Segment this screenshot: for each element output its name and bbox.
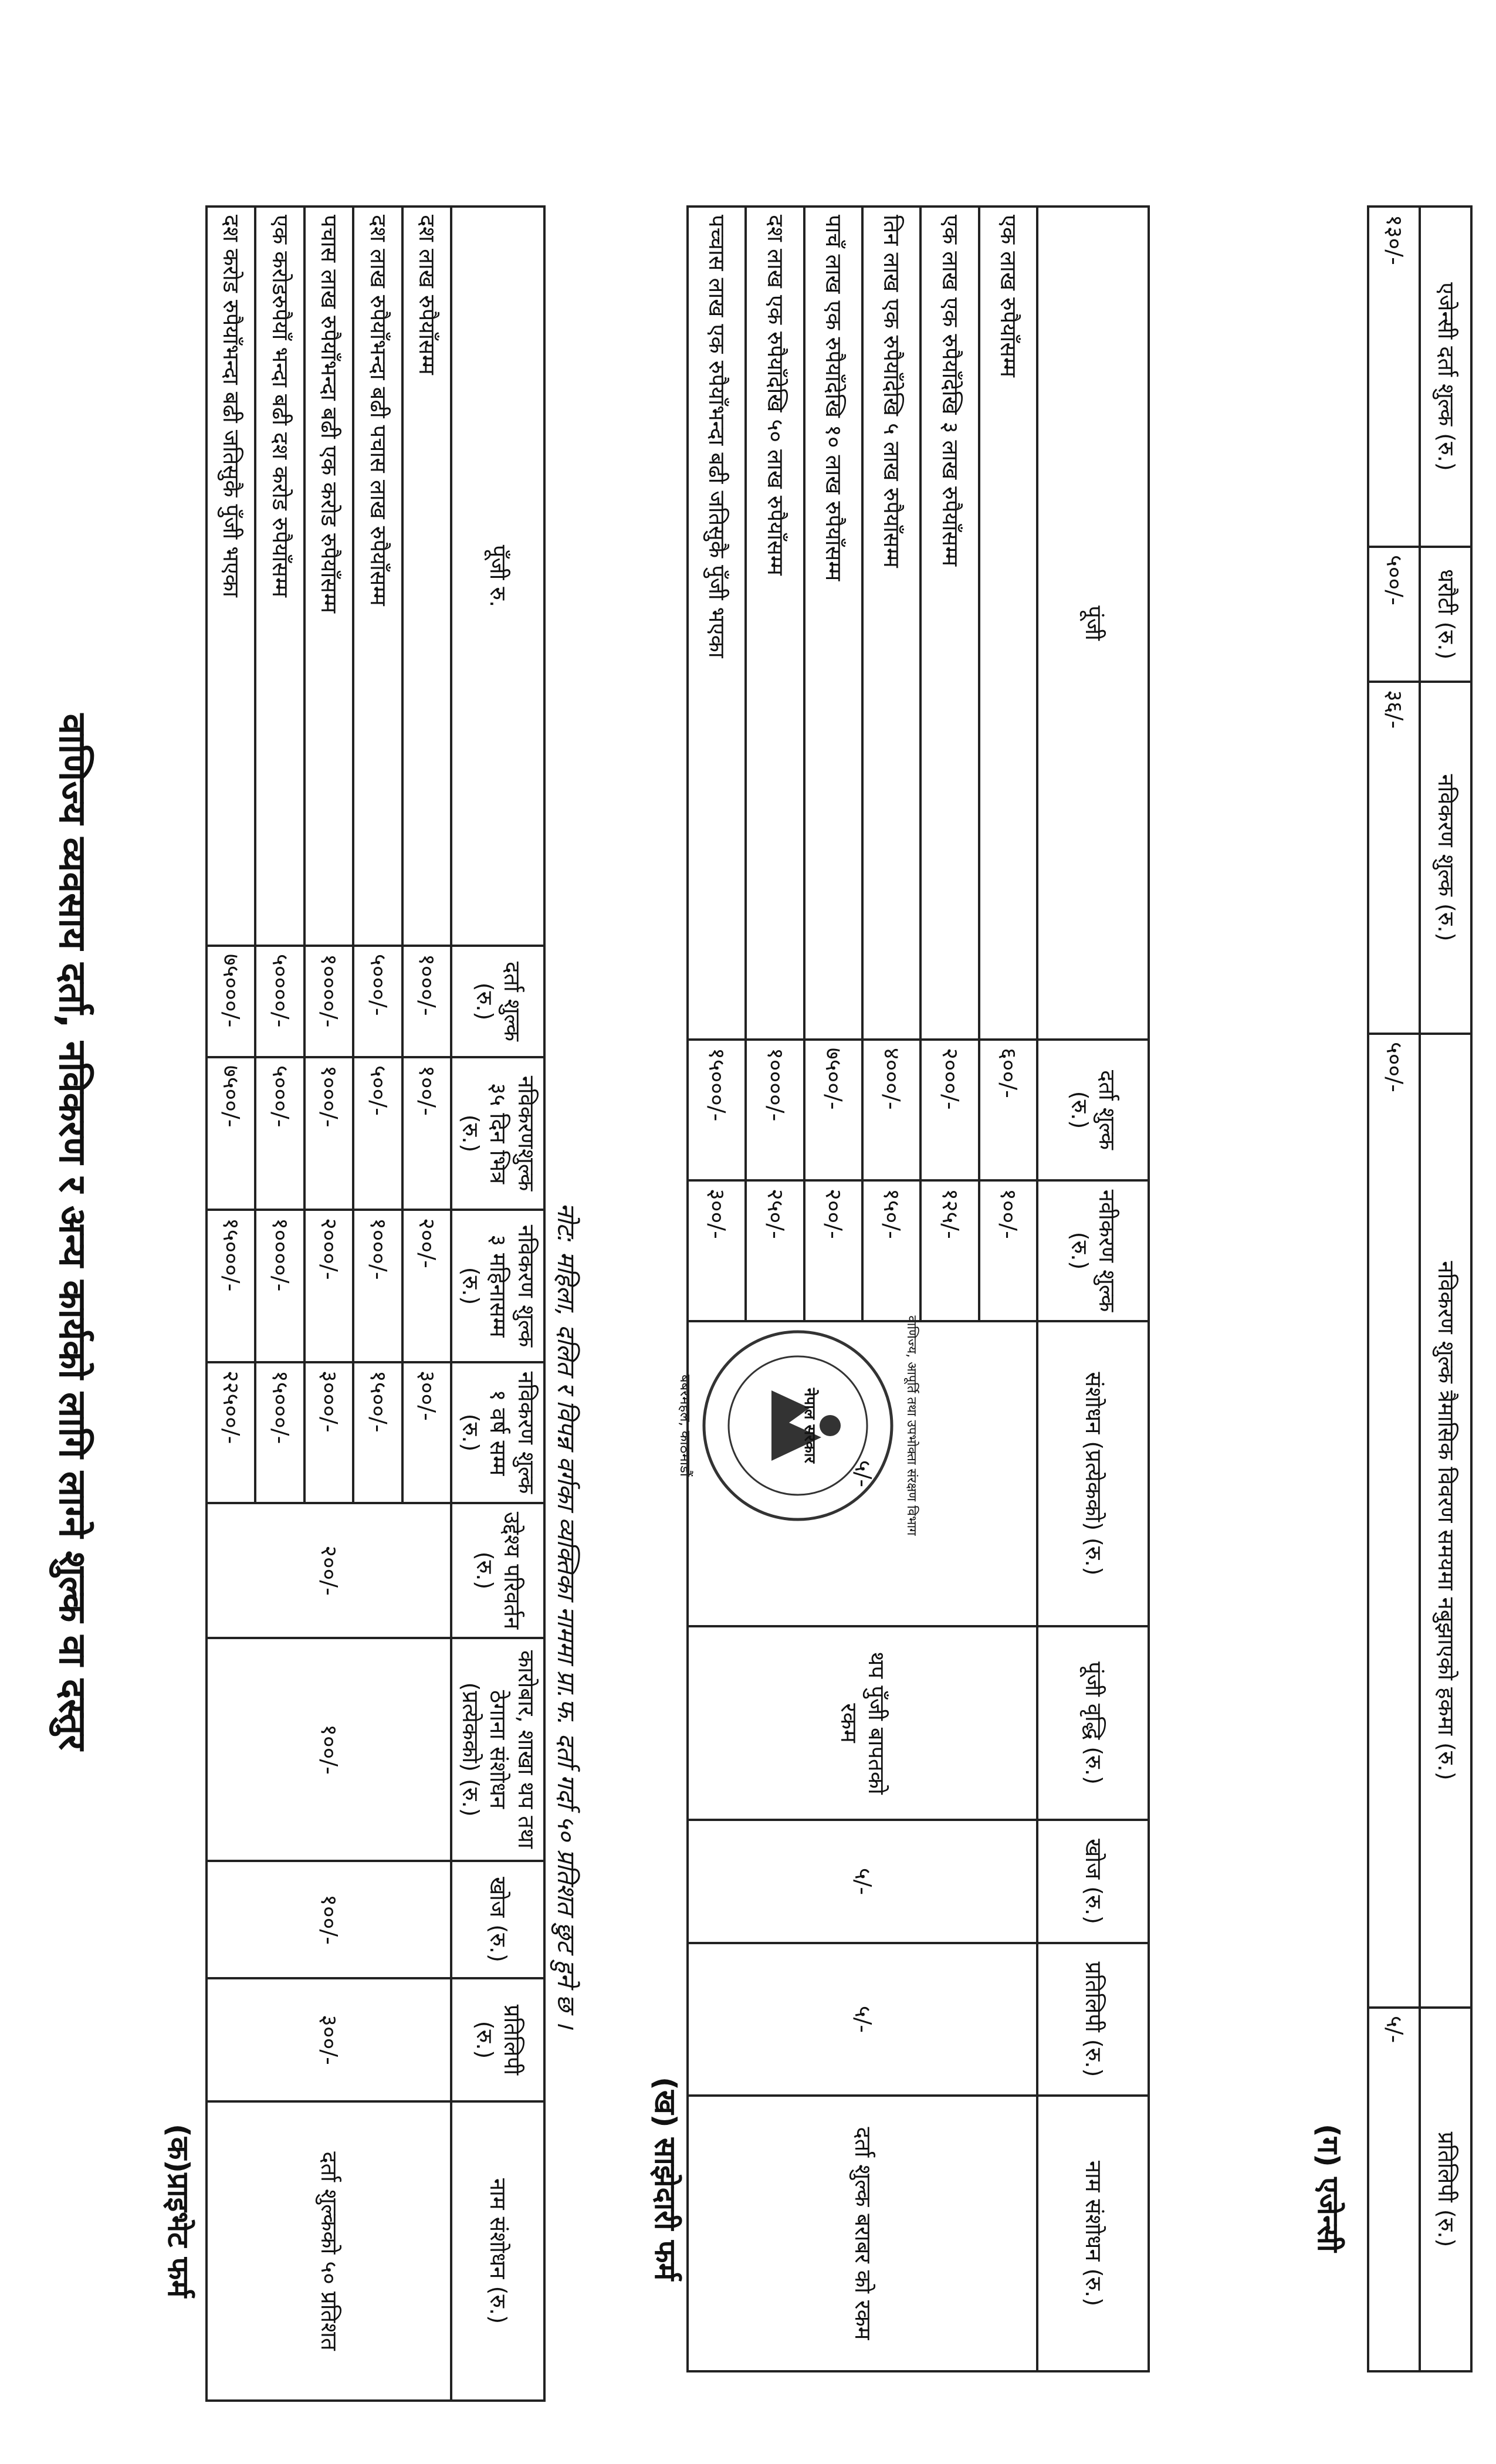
stamp-text-1: नेपाल सरकार — [801, 1387, 818, 1464]
header-cell: नविकरण शुल्क त्रैमासिक विवरण समयमा नबुझाएको हकमा (रु.) — [1420, 1034, 1471, 2008]
copy-fee-cell: ५/- — [688, 1943, 1037, 2096]
search-fee-cell: १००/- — [207, 1861, 452, 1978]
fee-cell: १००००/- — [304, 946, 354, 1057]
private-firm-table — [205, 205, 546, 2402]
fee-cell: ५/- — [1368, 2008, 1420, 2371]
capital-cell: पाचँ लाख एक रुपैयाँदेखि १० लाख रुपैयाँसम्म — [804, 207, 862, 1040]
fee-cell: १५०/- — [862, 1180, 920, 1321]
name-change-cell: दर्ता शुल्कको ५० प्रतिशत — [207, 2101, 452, 2401]
fee-cell: ५००/- — [1368, 1034, 1420, 2008]
header-cell: धरौटी (रु.) — [1420, 547, 1471, 682]
table-header-row — [452, 207, 545, 2401]
fee-cell: १०००/- — [402, 946, 452, 1057]
header-cell: खोज (रु.) — [1037, 1820, 1149, 1943]
objective-change-cell: २००/- — [207, 1503, 452, 1638]
table-row — [402, 207, 452, 2401]
fee-cell: १००००/- — [746, 1040, 804, 1180]
header-cell: दर्ता शुल्क (रु.) — [1037, 1040, 1149, 1180]
header-cell: दर्ता शुल्क (रु.) — [452, 946, 545, 1057]
header-cell: नवीकरण शुल्क (रु.) — [1037, 1180, 1149, 1321]
header-cell: प्रतिलिपी (रु.) — [452, 1978, 545, 2101]
fee-cell: ६००/- — [979, 1040, 1037, 1180]
header-cell: पूंजी — [1037, 207, 1149, 1040]
header-cell: नविकरण शुल्क ३ महिनासम्म (रु.) — [452, 1210, 545, 1362]
fee-cell: २२५००/- — [207, 1362, 256, 1503]
page-title: वाणिज्य व्यवसाय दर्ता, नविकरण र अन्य कार्यको लागि लाग्ने शुल्क वा दस्तुर — [50, 713, 94, 1751]
fee-cell: ७५०००/- — [207, 946, 256, 1057]
fee-cell: ५००००/- — [256, 946, 305, 1057]
capital-increase-cell: थप पुँजी बापतको रकम — [688, 1626, 1037, 1820]
amendment-fee-cell: ५/- — [688, 1321, 1037, 1626]
header-cell: नाम संशोधन (रु.) — [1037, 2096, 1149, 2371]
agency-heading: (ग) एजेन्सी — [1311, 2124, 1345, 2252]
fee-cell: २०००/- — [304, 1210, 354, 1362]
fee-cell: ३०००/- — [304, 1362, 354, 1503]
header-cell: उद्देश्य परिवर्तन (रु.) — [452, 1503, 545, 1638]
header-cell: नाम संशोधन (रु.) — [452, 2101, 545, 2401]
fee-cell: १००/- — [979, 1180, 1037, 1321]
fee-cell: ३००/- — [688, 1180, 746, 1321]
header-cell: संशोधन (प्रत्येकको) (रु.) — [1037, 1321, 1149, 1626]
fee-cell: १३०/- — [1368, 207, 1420, 547]
private-firm-heading: (क)प्राइभेट फर्म — [161, 2124, 195, 2298]
table-header-row — [1420, 207, 1471, 2371]
partnership-firm-table — [686, 205, 1150, 2372]
fee-cell: १०००/- — [354, 1210, 403, 1362]
fee-cell: ७५००/- — [804, 1040, 862, 1180]
header-cell: खोज (रु.) — [452, 1861, 545, 1978]
capital-cell: दश करोड रुपैयाँभन्दा बढी जतिसुकै पुँजी भएका — [207, 207, 256, 946]
fee-cell: ५००/- — [1368, 547, 1420, 682]
stamp-text-3: बबरमहल, काठमाडौं — [677, 1374, 693, 1477]
capital-cell: दश लाख रुपैयाँभन्दा बढी पचास लाख रुपैयाँसम्म — [354, 207, 403, 946]
branch-change-cell: १००/- — [207, 1638, 452, 1861]
fee-cell: १५०००/- — [688, 1040, 746, 1180]
table-row — [1368, 207, 1420, 2371]
fee-cell: ३६/- — [1368, 682, 1420, 1034]
fee-cell: १५०००/- — [207, 1210, 256, 1362]
table-row — [979, 207, 1037, 2371]
fee-cell: ७५००/- — [207, 1057, 256, 1210]
fee-cell: १५०००/- — [256, 1362, 305, 1503]
header-cell: प्रतिलिपी (रु.) — [1037, 1943, 1149, 2096]
header-cell: प्रतिलिपी (रु.) — [1420, 2008, 1471, 2371]
fee-cell: २५०/- — [746, 1180, 804, 1321]
search-fee-cell: ५/- — [688, 1820, 1037, 1943]
header-cell: पूँजी रु. — [452, 207, 545, 946]
fee-cell: १०००/- — [304, 1057, 354, 1210]
header-cell: एजेन्सी दर्ता शुल्क (रु.) — [1420, 207, 1471, 547]
private-firm-note: नोट: महिला, दलित र विपन्न वर्गका व्यक्तिका नाममा प्रा.फ. दर्ता गर्दा ५० प्रतिशत छुट हुने छ । — [552, 1203, 581, 2029]
fee-cell: १२५/- — [920, 1180, 979, 1321]
fee-cell: १००००/- — [256, 1210, 305, 1362]
header-cell: पूंजी वृद्धि (रु.) — [1037, 1626, 1149, 1820]
fee-cell: ५०००/- — [256, 1057, 305, 1210]
capital-cell: एक लाख रुपैयाँसम्म — [979, 207, 1037, 1040]
capital-cell: एक करोडरुपैयाँ भन्दा बढी दश करोड रुपैयाँसम्म — [256, 207, 305, 946]
name-change-cell: दर्ता शुल्क बराबर को रकम — [688, 2096, 1037, 2371]
fee-cell: ४०००/- — [862, 1040, 920, 1180]
copy-fee-cell: ३००/- — [207, 1978, 452, 2101]
fee-cell: ५००/- — [354, 1057, 403, 1210]
capital-cell: पचास लाख रुपैयाँभन्दा बढी एक करोड रुपैयाँसम्म — [304, 207, 354, 946]
capital-cell: एक लाख एक रुपैयाँदेखि ३ लाख रुपैयाँसम्म — [920, 207, 979, 1040]
fee-cell: ५०००/- — [354, 946, 403, 1057]
agency-table — [1367, 205, 1473, 2372]
capital-cell: दश लाख एक रुपैयाँदेखि ५० लाख रुपैयाँसम्म — [746, 207, 804, 1040]
capital-cell: पच्चास लाख एक रुपैयाँभन्दा बढी जतिसुकै पुँजी भएका — [688, 207, 746, 1040]
fee-cell: १५००/- — [354, 1362, 403, 1503]
stamp-text-2: वाणिज्य, आपूर्ति तथा उपभोक्ता संरक्षण विभाग — [904, 1315, 919, 1536]
header-cell: नविकरण शुल्क १ वर्ष सम्म (रु.) — [452, 1362, 545, 1503]
partnership-firm-heading: (ख) साझेदारी फर्म — [648, 2077, 682, 2281]
header-cell: नविकरण शुल्क (रु.) — [1420, 682, 1471, 1034]
table-header-row — [1037, 207, 1149, 2371]
fee-cell: १००/- — [402, 1057, 452, 1210]
capital-cell: तिन लाख एक रुपैयाँदेखि ५ लाख रुपैयाँसम्म — [862, 207, 920, 1040]
fee-cell: २००/- — [804, 1180, 862, 1321]
fee-cell: २००/- — [402, 1210, 452, 1362]
fee-cell: २०००/- — [920, 1040, 979, 1180]
header-cell: कारोबार, शाखा थप तथा ठेगाना संशोधन (प्रत्येकको) (रु.) — [452, 1638, 545, 1861]
fee-cell: ३००/- — [402, 1362, 452, 1503]
capital-cell: दश लाख रुपैयाँसम्म — [402, 207, 452, 946]
header-cell: नविकरणशुल्क ३५ दिन भित्र (रु.) — [452, 1057, 545, 1210]
